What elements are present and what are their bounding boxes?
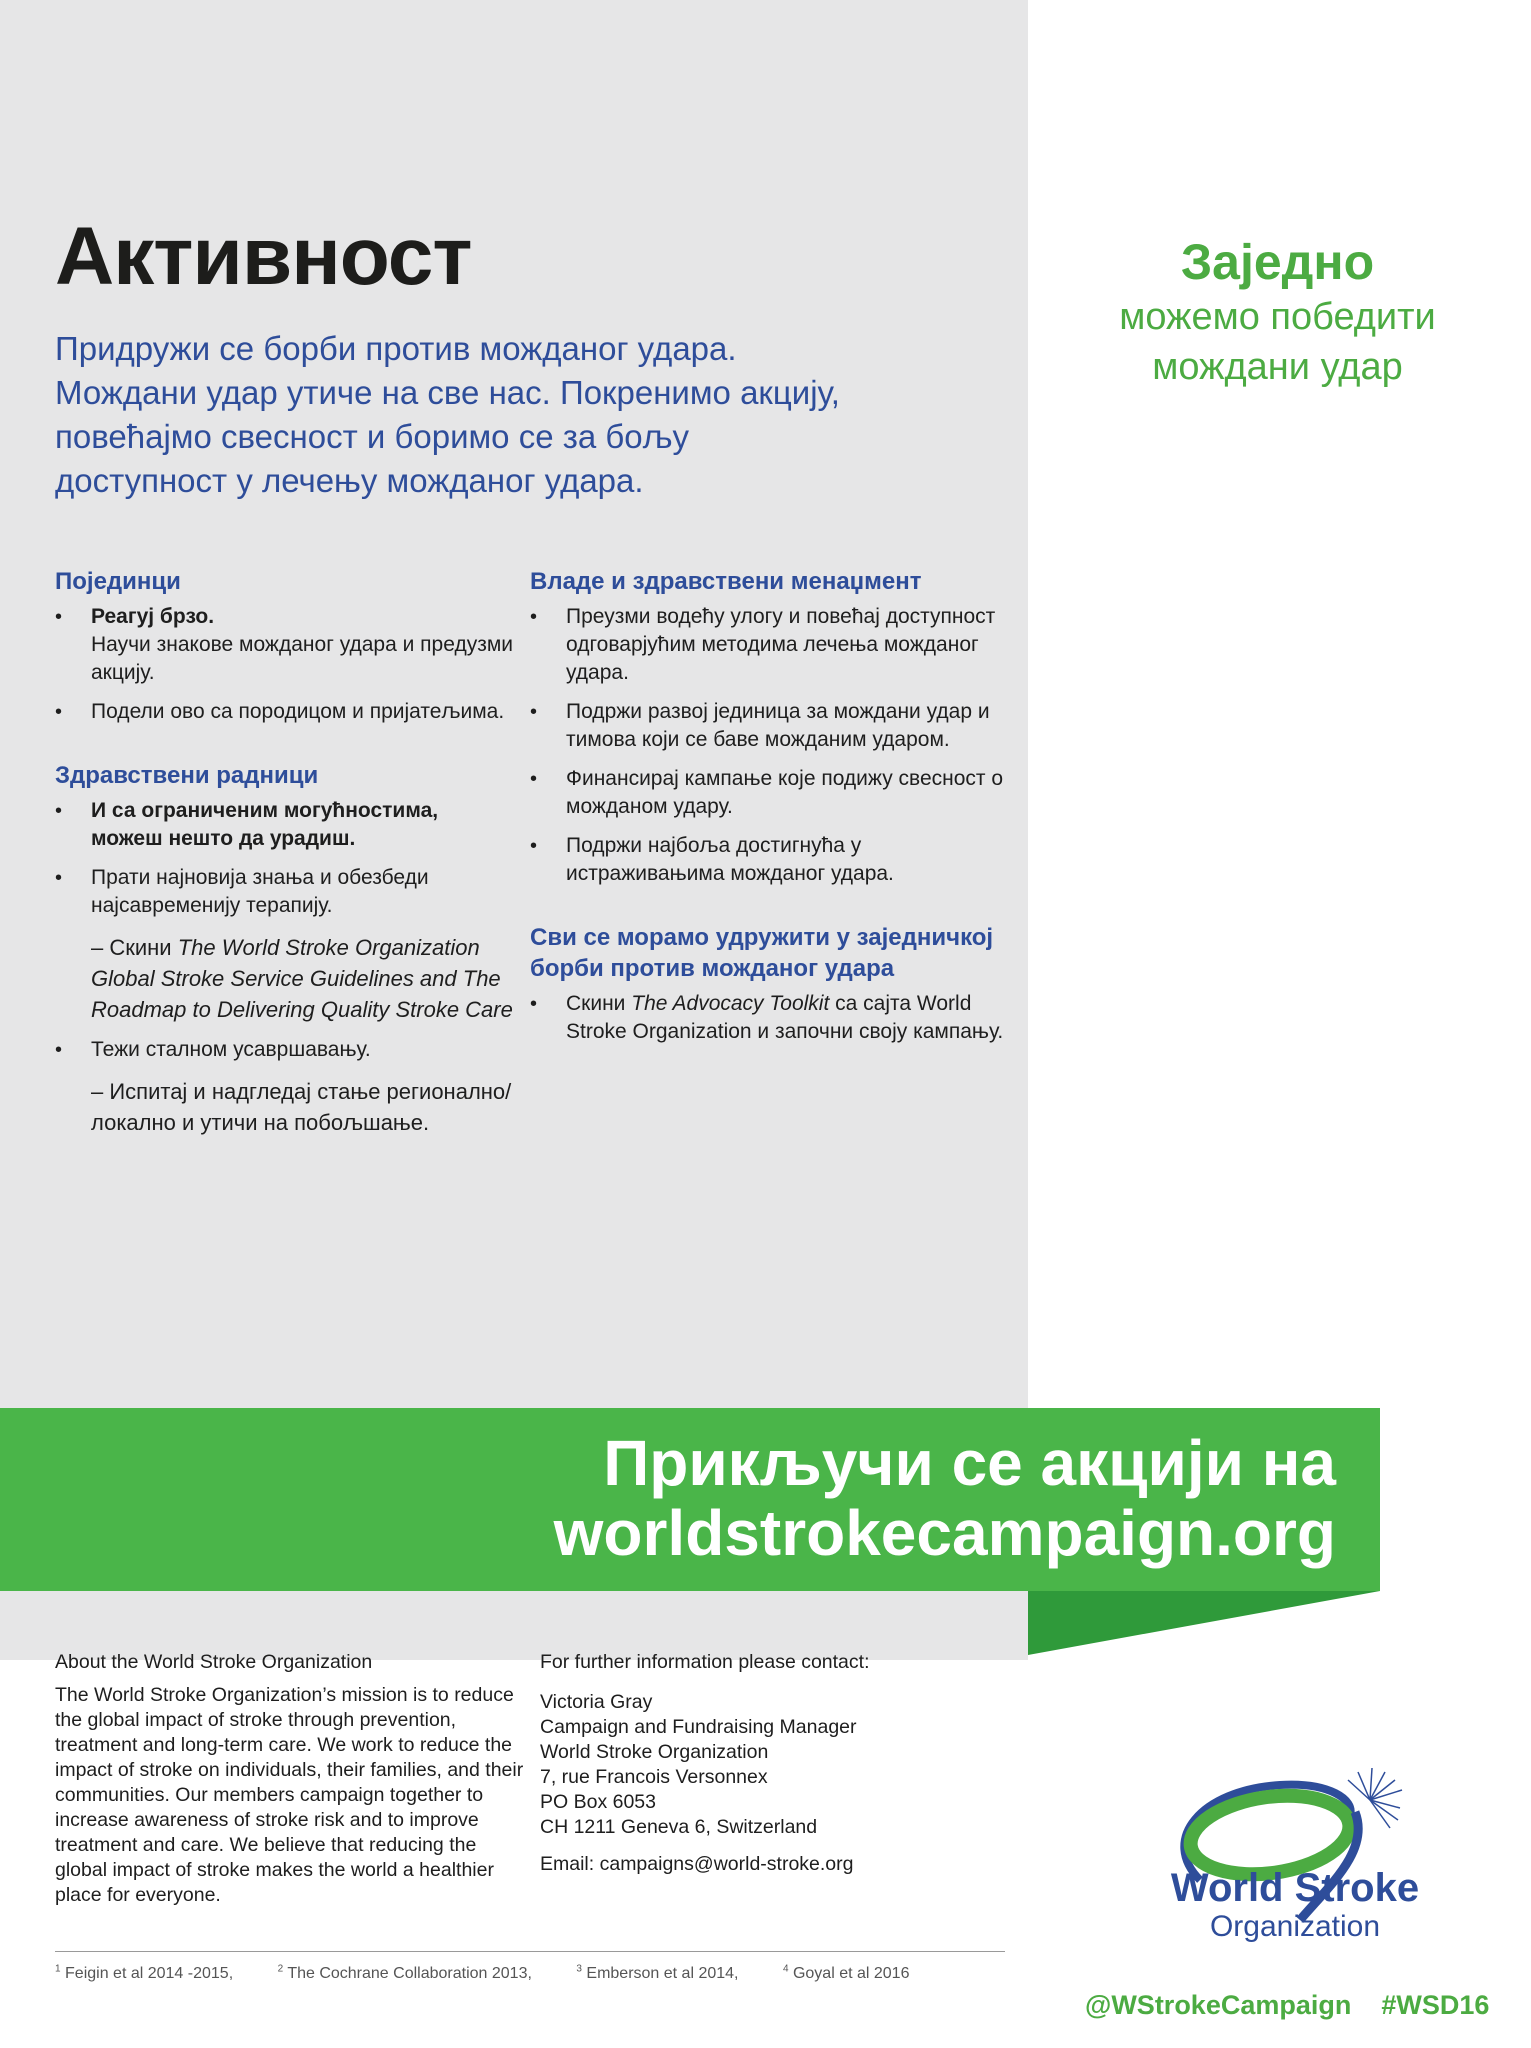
cta-line: Прикључи се акцији на — [603, 1427, 1336, 1499]
cta-url[interactable]: worldstrokecampaign.org — [553, 1497, 1336, 1569]
bullet-bold: И са ограниченим могућностима, можеш нешто да урадиш. — [91, 799, 439, 850]
social-links — [1085, 1990, 1519, 2021]
list-item: • Преузми водећу улогу и повећај доступност одговарјућим методима лечења можданог удара. — [530, 603, 1010, 687]
logo-subtitle: Organization — [1209, 1910, 1381, 1943]
list-item — [55, 1036, 515, 1138]
sub-bullet-italic: The World Stroke Organization Global Stroke Service Guidelines and The Roadmap to Delivering Quality Stroke Care — [91, 935, 513, 1022]
contact-section — [540, 1650, 960, 1877]
bullet-text: Подели ово са породицом и пријатељима. — [91, 700, 505, 723]
about-heading: About the World Stroke Organization — [55, 1651, 373, 1673]
bullet-text: са сајта World Stroke Organization и започни своју кампању. — [566, 992, 1004, 1043]
tagline-line: можемо победити — [1119, 296, 1436, 338]
section-title-individuals: Појединци — [55, 568, 181, 595]
right-column — [530, 566, 1010, 1057]
reference-item: $^4$ Goyal et al 2016 — [782, 1964, 910, 1983]
section-title-together: Сви се морамо удружити у заједничкој борби против можданог удара — [530, 924, 994, 982]
bullet-prefix: Скини — [566, 992, 626, 1015]
intro-line: Придружи се борби против можданог удара. — [55, 330, 737, 367]
contact-line: World Stroke Organization — [540, 1741, 769, 1763]
social-handle[interactable]: @WStrokeCampaign — [1085, 1990, 1352, 2020]
contact-line: Campaign and Fundraising Manager — [540, 1716, 857, 1738]
sub-bullet — [91, 932, 515, 1025]
banner-fold — [1028, 1591, 1380, 1655]
list-item: • Финансирај кампање које подижу свесност о можданом удару. — [530, 765, 1010, 821]
bullet-text: Научи знакове можданог удара и предузми акцију. — [91, 633, 513, 684]
contact-line: CH 1211 Geneva 6, Switzerland — [540, 1816, 818, 1838]
section-title-health-workers: Здравствени радници — [55, 762, 319, 789]
governments-list — [530, 603, 1010, 888]
footer-divider — [55, 1951, 1005, 1952]
contact-line: 7, rue Francois Versonnex — [540, 1766, 768, 1788]
logo-title: World Stroke — [1170, 1866, 1420, 1910]
health-workers-list — [55, 797, 515, 1138]
references — [55, 1964, 949, 1983]
tagline — [1030, 232, 1525, 392]
sub-bullet: – Испитај и надгледај стање регионално/ локално и утичи на побољшање. — [91, 1079, 512, 1135]
list-item — [55, 603, 515, 687]
contact-line: Victoria Gray — [540, 1691, 653, 1713]
tagline-line: Заједно — [1180, 234, 1375, 290]
reference-item: $^1$ Feigin et al 2014 -2015, — [55, 1964, 234, 1983]
intro-line: Мождани удар утиче на све нас. Покренимо акцију, — [55, 374, 840, 411]
sub-bullet-prefix: – Скини — [91, 935, 172, 960]
contact-email[interactable]: Email: campaigns@world-stroke.org — [540, 1853, 854, 1875]
about-body: The World Stroke Organization’s mission is to reduce the global impact of stroke through prevention, treatment and long-term care. We work to reduce the impact of stroke on individuals, their families, and their communities. Our members campaign together to increase awareness of stroke risk and to improve treatment and care. We believe that reducing the global impact of stroke makes the world a healthier place for everyone. — [55, 1684, 524, 1906]
bullet-bold: Реагуј брзо. — [91, 605, 215, 628]
list-item — [55, 797, 515, 853]
section-title-governments: Владе и здравствени менаџмент — [530, 568, 922, 595]
intro-line: повећајмо свесност и боримо се за бољу — [55, 418, 690, 455]
page-title: Активност — [55, 211, 472, 302]
cta-banner-text — [554, 1428, 1336, 1568]
social-hashtag[interactable]: #WSD16 — [1381, 1990, 1490, 2020]
intro-line: доступност у лечењу можданог удара. — [55, 462, 644, 499]
reference-item: $^3$ Emberson et al 2014, — [576, 1964, 739, 1983]
list-item — [55, 864, 515, 1025]
left-column — [55, 566, 515, 1149]
contact-line: PO Box 6053 — [540, 1791, 656, 1813]
bullet-text: Прати најновија знања и обезбеди најсавременију терапију. — [91, 866, 429, 917]
about-section — [55, 1650, 525, 1908]
bullet-text: Тежи сталном усавршавању. — [91, 1038, 371, 1061]
individuals-list — [55, 603, 515, 726]
contact-heading: For further information please contact: — [540, 1651, 870, 1673]
list-item — [55, 698, 515, 726]
bullet-italic: The Advocacy Toolkit — [631, 992, 830, 1015]
together-list — [530, 990, 1010, 1046]
list-item: • Подржи најбоља достигнућа у истраживањима можданог удара. — [530, 832, 1010, 888]
intro-paragraph — [55, 327, 995, 503]
tagline-line: мождани удар — [1152, 346, 1403, 388]
list-item: • Подржи развој јединица за мождани удар и тимова који се баве можданим ударом. — [530, 698, 1010, 754]
reference-item: $^2$ The Cochrane Collaboration 2013, — [277, 1964, 532, 1983]
list-item — [530, 990, 1010, 1046]
